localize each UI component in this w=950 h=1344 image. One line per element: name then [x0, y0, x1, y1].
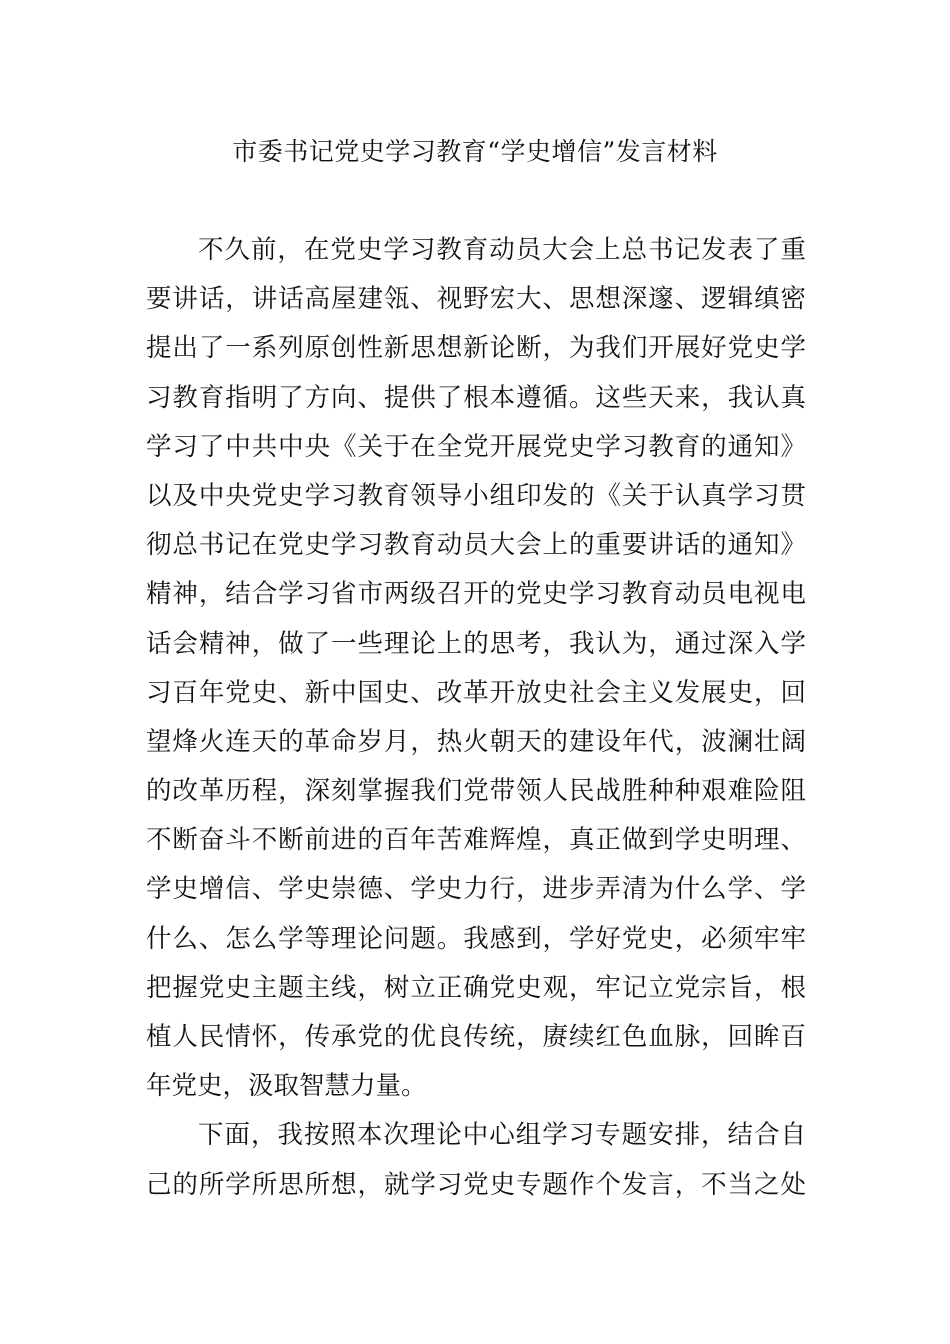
body-line: 提出了一系列原创性新思想新论断，为我们开展好党史学: [146, 333, 806, 364]
body-line: 的改革历程，深刻掌握我们党带领人民战胜种种艰难险阻: [146, 776, 806, 807]
body-line: 把握党史主题主线，树立正确党史观，牢记立党宗旨，根: [146, 972, 806, 1003]
body-line: 话会精神，做了一些理论上的思考，我认为，通过深入学: [146, 628, 806, 659]
document-body: [146, 226, 806, 1210]
body-line: 年党史，汲取智慧力量。: [146, 1071, 427, 1102]
body-line: 彻总书记在党史学习教育动员大会上的重要讲话的通知》: [146, 530, 806, 561]
body-line: 习教育指明了方向、提供了根本遵循。这些天来，我认真: [146, 382, 806, 413]
document-title: 市委书记党史学习教育“学史增信”发言材料: [232, 137, 718, 166]
body-line: 学史增信、学史崇德、学史力行，进步弄清为什么学、学: [146, 874, 806, 905]
body-line: 习百年党史、新中国史、改革开放史社会主义发展史，回: [146, 677, 806, 708]
body-line: 以及中央党史学习教育领导小组印发的《关于认真学习贯: [146, 480, 806, 511]
body-line: 下面，我按照本次理论中心组学习专题安排，结合自: [198, 1120, 806, 1151]
body-line: 要讲话，讲话高屋建瓴、视野宏大、思想深邃、逻辑缜密: [146, 284, 806, 315]
body-line: 植人民情怀，传承党的优良传统，赓续红色血脉，回眸百: [146, 1022, 806, 1052]
body-line: 己的所学所思所想，就学习党史专题作个发言，不当之处: [146, 1169, 806, 1200]
body-line: 不久前，在党史学习教育动员大会上总书记发表了重: [198, 235, 806, 265]
body-line: 望烽火连天的革命岁月，热火朝天的建设年代，波澜壮阔: [146, 726, 806, 757]
body-line: 精神，结合学习省市两级召开的党史学习教育动员电视电: [146, 579, 806, 610]
body-line: 不断奋斗不断前进的百年苦难辉煌，真正做到学史明理、: [146, 825, 806, 856]
body-line: 学习了中共中央《关于在全党开展党史学习教育的通知》: [146, 431, 806, 462]
body-line: 什么、怎么学等理论问题。我感到，学好党史，必须牢牢: [146, 923, 806, 954]
